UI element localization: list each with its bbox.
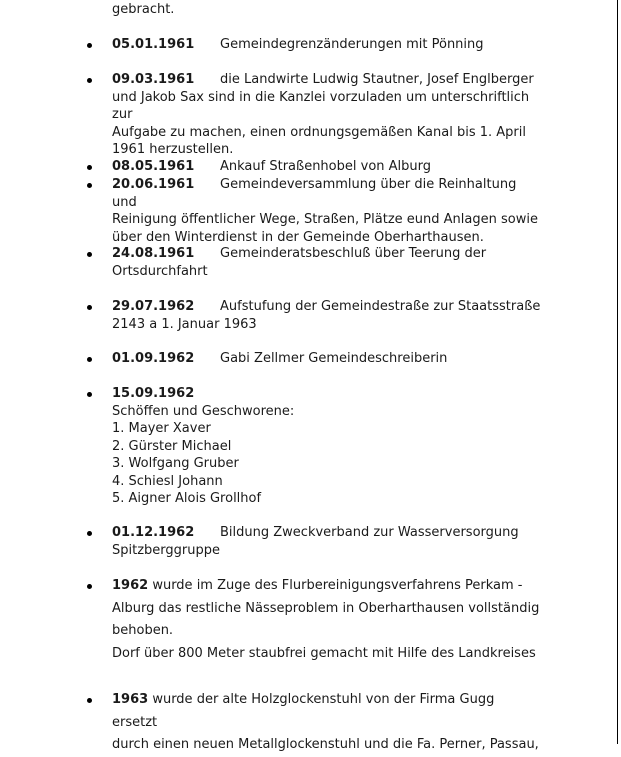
bullet-icon — [87, 183, 92, 188]
entry-date: 08.05.1961 — [112, 159, 195, 174]
entry-line: und Jakob Sax sind in die Kanzlei vorzuladen um unterschriftlich zur — [112, 89, 530, 122]
entry-24-08-1961 — [93, 245, 543, 280]
bullet-icon — [87, 305, 92, 310]
year-entry-1963 — [93, 689, 543, 757]
entry-text: Gemeinderatsbeschluß über Teerung der — [220, 246, 487, 261]
entry-date: 01.09.1962 — [112, 351, 195, 366]
entry-date: 29.07.1962 — [112, 299, 195, 314]
entry-date: 05.01.1961 — [112, 37, 195, 52]
bullet-icon — [87, 584, 92, 589]
entry-line: 4. Schiesl Johann — [112, 473, 223, 489]
entry-line: über den Winterdienst in der Gemeinde Oberharthausen. — [112, 229, 484, 245]
entry-text: Gemeindeversammlung über die Reinhaltung und — [112, 177, 517, 210]
entry-year: 1962 — [112, 578, 149, 593]
bullet-icon — [87, 531, 92, 536]
entry-line: Ortsdurchfahrt — [112, 263, 208, 279]
entry-date: 01.12.1962 — [112, 525, 195, 540]
entry-line: behoben. — [112, 623, 174, 638]
entry-date: 15.09.1962 — [112, 386, 195, 401]
bullet-icon — [87, 78, 92, 83]
entry-text: Aufstufung der Gemeindestraße zur Staatsstraße — [220, 299, 541, 314]
entry-date: 09.03.1961 — [112, 72, 195, 87]
bullet-icon — [87, 392, 92, 397]
entry-line: 2143 a 1. Januar 1963 — [112, 316, 257, 332]
entry-text: Bildung Zweckverband zur Wasserversorgung — [220, 525, 519, 540]
entry-08-05-1961 — [93, 158, 543, 176]
bullet-icon — [87, 252, 92, 257]
entry-09-03-1961 — [93, 71, 543, 159]
year-entry-1962 — [93, 575, 543, 665]
bullet-icon — [87, 165, 92, 170]
entry-text: Ankauf Straßenhobel von Alburg — [220, 159, 432, 174]
entry-line: 5. Aigner Alois Grollhof — [112, 491, 262, 506]
continuation-line: gebracht. — [112, 2, 175, 17]
entry-line: Dorf über 800 Meter staubfrei gemacht mit Hilfe des Landkreises — [112, 645, 536, 661]
entry-text: die Landwirte Ludwig Stautner, Josef Englberger — [220, 72, 534, 87]
entry-01-12-1962 — [93, 524, 543, 559]
entry-line: Spitzberggruppe — [112, 542, 220, 558]
entry-line: durch einen neuen Metallglockenstuhl und die Fa. Perner, Passau, — [112, 737, 539, 752]
entry-29-07-1962 — [93, 298, 543, 333]
entry-date: 20.06.1961 — [112, 177, 195, 192]
entry-20-06-1961 — [93, 176, 543, 246]
entry-line: Schöffen und Geschworene: — [112, 403, 295, 419]
entry-text: Gemeindegrenzänderungen mit Pönning — [220, 37, 484, 52]
bullet-icon — [87, 43, 92, 48]
entry-date: 24.08.1961 — [112, 246, 195, 261]
entry-15-09-1962 — [93, 385, 543, 508]
entry-line: 2. Gürster Michael — [112, 438, 232, 454]
entry-01-09-1962 — [93, 350, 543, 368]
entry-text: Gabi Zellmer Gemeindeschreiberin — [220, 351, 448, 366]
entry-text: wurde im Zuge des Flurbereinigungsverfahrens Perkam - — [148, 578, 523, 593]
entry-line: 1961 herzustellen. — [112, 142, 234, 157]
entry-year: 1963 — [112, 692, 149, 707]
entry-line: Aufgabe zu machen, einen ordnungsgemäßen Kanal bis 1. April — [112, 124, 526, 140]
entry-05-01-1961 — [93, 36, 543, 54]
bullet-icon — [87, 357, 92, 362]
entry-line: 1. Mayer Xaver — [112, 421, 211, 436]
entry-line: Alburg das restliche Nässeproblem in Oberharthausen vollständig — [112, 600, 540, 616]
entry-text: wurde der alte Holzglockenstuhl von der Firma Gugg ersetzt — [112, 692, 495, 730]
bullet-icon — [87, 698, 92, 703]
entry-line: 3. Wolfgang Gruber — [112, 456, 239, 471]
page-edge-line — [617, 0, 618, 744]
entry-line: Reinigung öffentlicher Wege, Straßen, Plätze eund Anlagen sowie — [112, 212, 538, 227]
